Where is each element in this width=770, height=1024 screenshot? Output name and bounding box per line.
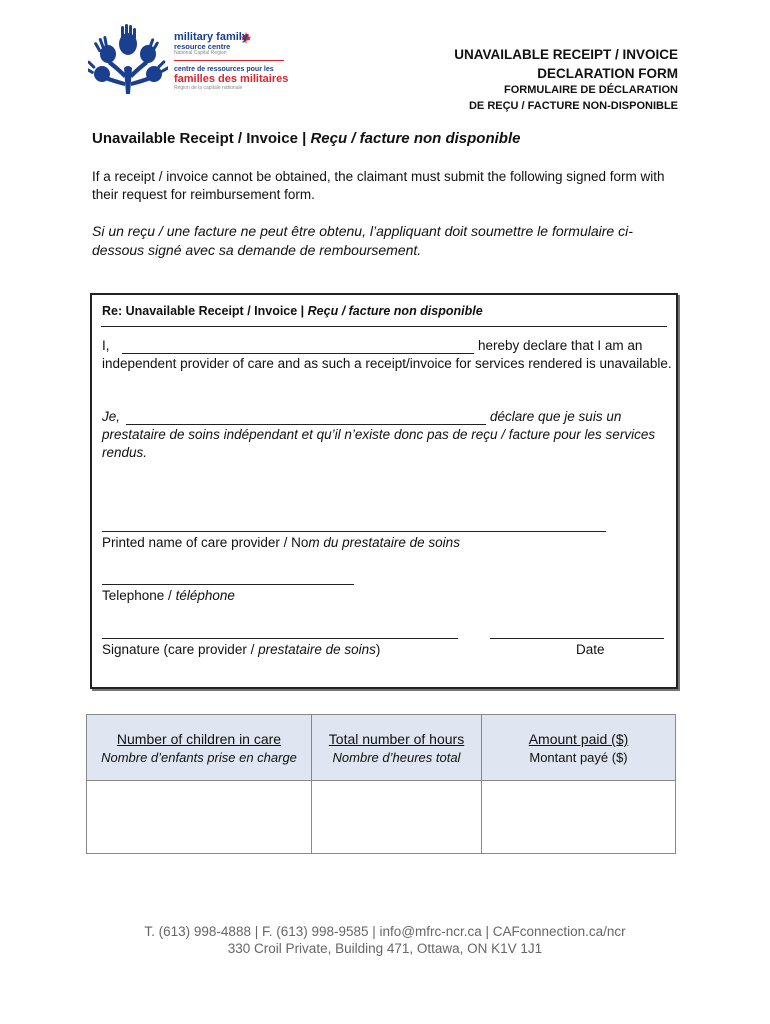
form-subtitle-line1: FORMULAIRE DE DÉCLARATION [504,84,678,96]
telephone-line[interactable] [102,584,354,585]
section-title-fr: Reçu / facture non disponible [310,130,521,147]
logo-line-military-family: military family [174,31,248,43]
header-amount-fr: Montant payé ($) [529,750,628,765]
organization-logo [88,24,298,98]
header-children-fr: Nombre d’enfants prise en charge [101,750,297,765]
header-hours-en: Total number of hours [328,731,465,747]
signature-label-close: ) [375,642,381,657]
printed-name-label-fr: m du prestataire de soins [308,535,460,550]
header-children-en: Number of children in care [116,731,282,747]
logo-line-region-fr: Région de la capitale nationale [174,85,243,91]
logo-divider [174,60,284,61]
intro-paragraph-fr: Si un reçu / une facture ne peut être obtenu, l’appliquant doit soumettre le formulaire ci-dessous signé avec sa demande de remboursement. [92,223,633,258]
declaration-re-line [102,302,483,320]
printed-name-label-en: Printed name of care provider / No [102,535,309,550]
re-divider [101,326,667,327]
date-label: Date [576,642,605,657]
logo-line-familles: familles des militaires [174,73,289,85]
section-title-en: Unavailable Receipt / Invoice | [92,130,311,147]
form-title-line1: UNAVAILABLE RECEIPT / INVOICE [454,47,678,62]
table-row [87,781,676,854]
footer-address: 330 Croil Private, Building 471, Ottawa, ON K1V 1J1 [227,941,543,956]
header-children [87,715,312,781]
section-title [92,130,520,147]
form-subtitle-line2: DE REÇU / FACTURE NON-DISPONIBLE [468,100,678,112]
hands-tree-logo-icon [88,24,168,98]
signature-label-fr: prestataire de soins [258,642,376,657]
amount-cell[interactable] [482,781,676,854]
telephone-label [102,587,235,605]
form-title-fr [469,82,678,114]
declaration-en-prefix: I, [102,338,110,353]
telephone-label-fr: téléphone [175,588,235,603]
declarant-name-fr-line[interactable] [126,424,486,425]
declaration-en-suffix: hereby declare that I am an [478,338,643,353]
signature-label [102,641,380,659]
declaration-en-rest: independent provider of care and as such a receipt/invoice for services rendered is unavailable. [102,356,672,371]
header-hours-fr: Nombre d’heures total [332,750,461,765]
logo-line-region-en: National Capital Region [174,50,227,56]
declarant-name-en-line[interactable] [122,353,474,354]
header-amount [482,715,676,781]
re-label-en: Re: Unavailable Receipt / Invoice | [102,304,308,318]
logo-line-centre-de-ressources: centre de ressources pour les [174,66,274,73]
table-header-row [87,715,676,781]
declaration-fr-prefix: Je, [102,409,121,424]
re-label-fr: Reçu / facture non disponible [307,304,483,318]
signature-line[interactable] [102,638,458,639]
declaration-fr-suffix: déclare que je suis un [490,409,622,424]
footer-contact: T. (613) 998-4888 | F. (613) 998-9585 | info@mfrc-ncr.ca | CAFconnection.ca/ncr [144,924,626,939]
amounts-table [86,714,676,854]
telephone-label-en: Telephone / [102,588,176,603]
signature-label-en: Signature (care provider / [102,642,259,657]
hours-cell[interactable] [312,781,482,854]
printed-name-label [102,534,460,552]
form-title-line2: DECLARATION FORM [537,66,678,81]
intro-paragraph-en: If a receipt / invoice cannot be obtained, the claimant must submit the following signed form with their request for reimbursement form. [92,169,665,202]
header-hours [312,715,482,781]
logo-line-resource-centre: resource centre [174,42,231,51]
header-amount-en: Amount paid ($) [528,731,629,747]
declaration-box [90,293,678,689]
declaration-fr-rest: prestataire de soins indépendant et qu’il n’existe donc pas de reçu / facture pour les services rendus. [102,427,656,460]
form-title-en [454,45,678,83]
printed-name-line[interactable] [102,531,606,532]
children-cell[interactable] [87,781,312,854]
date-line[interactable] [490,638,664,639]
